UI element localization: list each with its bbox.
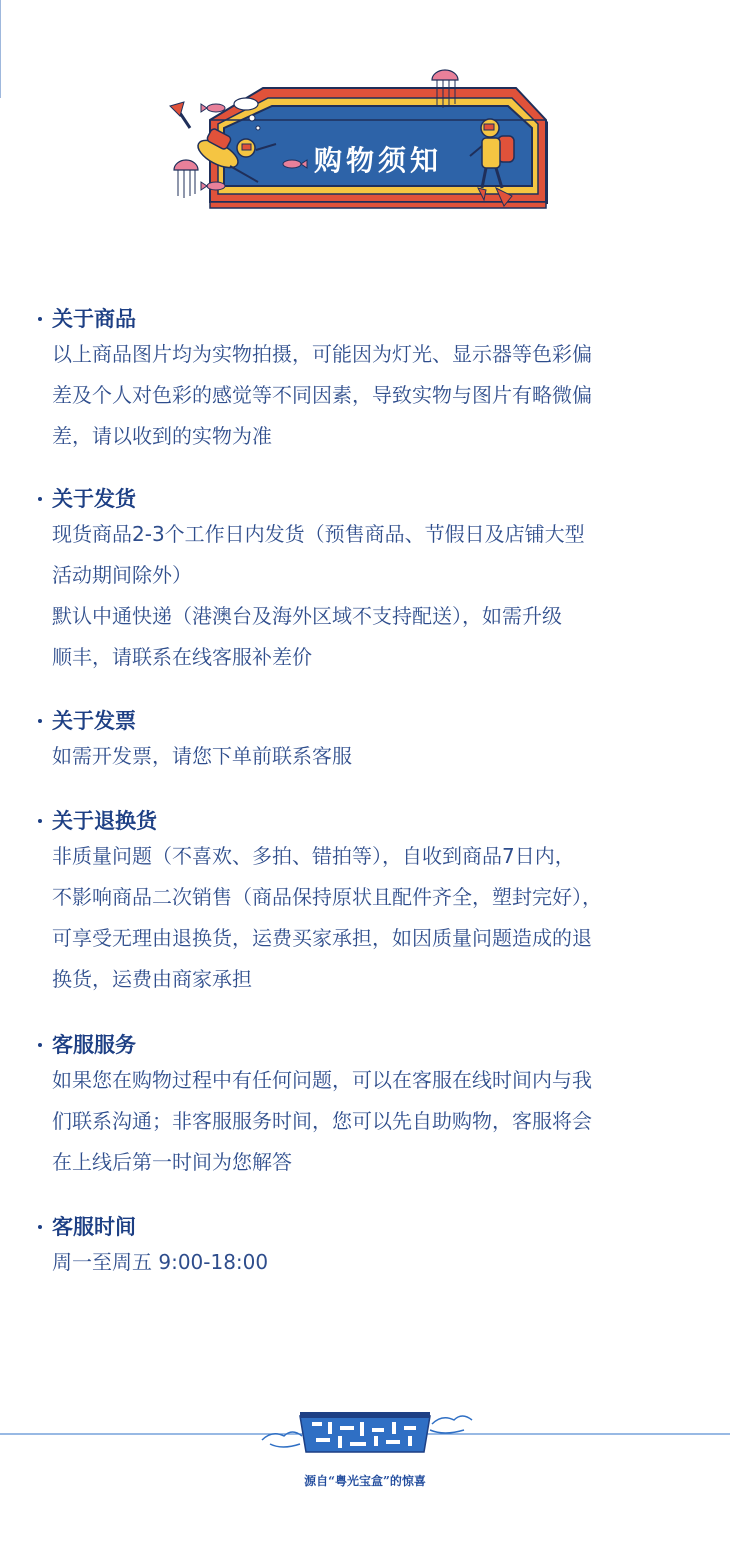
section-text-line: 换货，运费由商家承担 xyxy=(52,967,252,991)
section-text-line: 们联系沟通；非客服服务时间，您可以先自助购物，客服将会 xyxy=(52,1109,592,1133)
section-text-line: 非质量问题（不喜欢、多拍、错拍等），自收到商品7日内， xyxy=(52,844,575,868)
banner-title: 购物须知 xyxy=(313,144,443,177)
section-text-line: 不影响商品二次销售（商品保持原状且配件齐全，塑封完好）， xyxy=(52,885,602,909)
section-text-line: 可享受无理由退换货，运费买家承担，如因质量问题造成的退 xyxy=(52,926,592,950)
section-invoice xyxy=(36,706,696,777)
section-text-line: 如果您在购物过程中有任何问题，可以在客服在线时间内与我 xyxy=(52,1068,592,1092)
bullet-dot xyxy=(38,719,42,723)
section-text-line: 活动期间除外） xyxy=(52,563,192,587)
section-text-line: 顺丰，请联系在线客服补差价 xyxy=(52,645,312,669)
fish-icon xyxy=(201,182,225,190)
section-heading: 关于发货 xyxy=(52,487,136,511)
treasure-box-icon xyxy=(0,1382,730,1472)
section-returns xyxy=(36,806,696,1000)
section-heading: 关于退换货 xyxy=(52,809,157,833)
section-text-line: 现货商品2-3个工作日内发货（预售商品、节假日及店铺大型 xyxy=(52,522,585,546)
section-service xyxy=(36,1030,696,1183)
shopping-notice-banner xyxy=(160,66,560,218)
bullet-dot xyxy=(38,1043,42,1047)
edge-line xyxy=(0,0,1,98)
section-heading: 客服时间 xyxy=(52,1215,136,1239)
section-heading: 客服服务 xyxy=(52,1033,136,1057)
footer xyxy=(0,1382,730,1502)
section-text-line: 在上线后第一时间为您解答 xyxy=(52,1150,292,1174)
section-heading: 关于商品 xyxy=(52,307,136,331)
bullet-dot xyxy=(38,497,42,501)
bullet-dot xyxy=(38,1225,42,1229)
bullet-dot xyxy=(38,317,42,321)
section-text-line: 默认中通快递（港澳台及海外区域不支持配送），如需升级 xyxy=(52,604,562,628)
section-shipping xyxy=(36,484,696,678)
section-heading: 关于发票 xyxy=(52,709,136,733)
section-text-line: 如需开发票，请您下单前联系客服 xyxy=(52,744,352,768)
footer-caption: 源自“粤光宝盒”的惊喜 xyxy=(304,1474,426,1488)
bullet-dot xyxy=(38,819,42,823)
section-text-line: 周一至周五 9:00-18:00 xyxy=(52,1250,269,1274)
section-service-hours xyxy=(36,1212,696,1283)
jellyfish-icon xyxy=(174,160,198,198)
section-text-line: 差，请以收到的实物为准 xyxy=(52,424,272,448)
fish-icon xyxy=(201,104,225,112)
section-text-line: 以上商品图片均为实物拍摄，可能因为灯光、显示器等色彩偏 xyxy=(52,342,592,366)
section-product xyxy=(36,304,696,457)
banner-graphic xyxy=(160,66,560,218)
section-text-line: 差及个人对色彩的感觉等不同因素，导致实物与图片有略微偏 xyxy=(52,383,592,407)
